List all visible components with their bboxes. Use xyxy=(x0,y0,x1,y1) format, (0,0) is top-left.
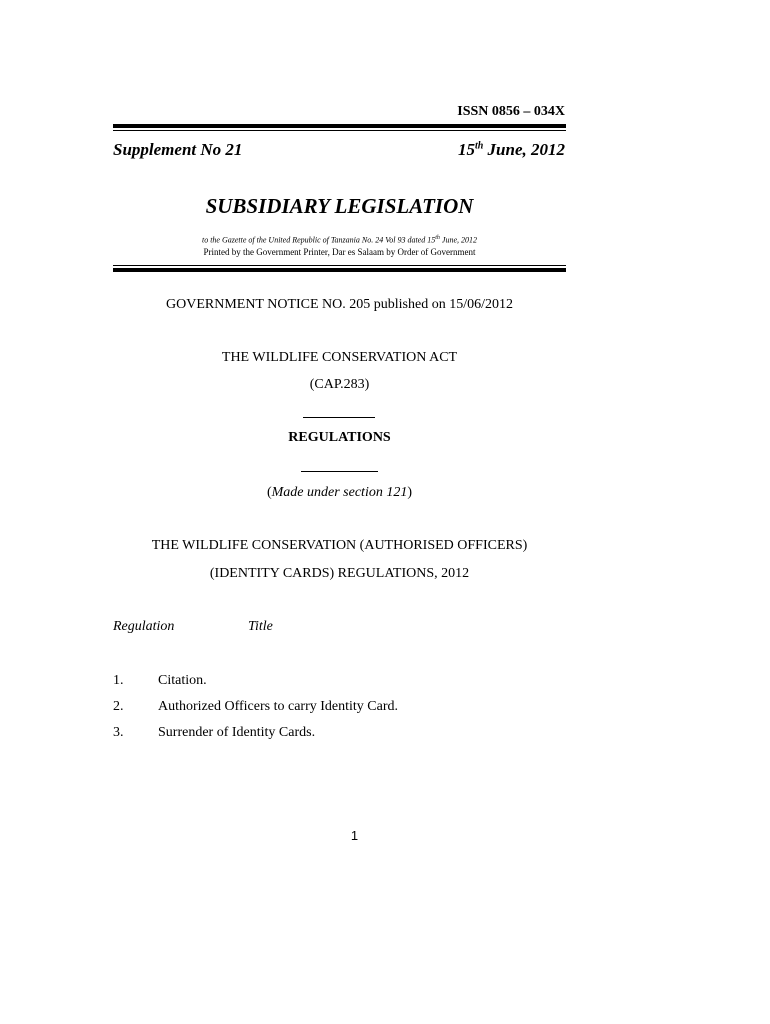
act-chapter: (CAP.283) xyxy=(309,377,370,392)
masthead-rule-thin xyxy=(113,265,566,266)
document-title: SUBSIDIARY LEGISLATION xyxy=(205,194,474,218)
made-text: Made under section 121 xyxy=(271,485,408,500)
gazette-prefix: to the Gazette of the United Republic of Tanzania No. 24 Vol 93 dated 15 xyxy=(201,235,436,245)
page-number: 1 xyxy=(350,828,359,843)
made-under-section xyxy=(113,485,566,501)
publication-date xyxy=(458,140,565,160)
regulations-title-line-1: THE WILDLIFE CONSERVATION (AUTHORISED OFFICERS) xyxy=(151,538,528,553)
gazette-line xyxy=(113,235,566,245)
contents-row-title: Surrender of Identity Cards. xyxy=(158,725,316,740)
regulations-heading: REGULATIONS xyxy=(288,430,391,445)
government-notice: GOVERNMENT NOTICE NO. 205 published on 15/06/2012 xyxy=(165,297,513,312)
contents-row-number: 3. xyxy=(113,725,124,740)
date-rest: June, 2012 xyxy=(483,140,565,159)
divider-short-2 xyxy=(301,471,378,472)
column-header-regulation: Regulation xyxy=(113,619,175,634)
column-header-title: Title xyxy=(248,619,273,634)
issn-number: ISSN 0856 – 034X xyxy=(457,104,565,119)
date-suffix: th xyxy=(474,140,484,152)
contents-row-title: Citation. xyxy=(158,673,207,688)
contents-row-title: Authorized Officers to carry Identity Card. xyxy=(158,699,398,714)
made-open-paren: ( xyxy=(266,485,272,500)
contents-row-number: 2. xyxy=(113,699,124,714)
header-rule-thick xyxy=(113,124,566,128)
gazette-suffix: th xyxy=(435,235,440,241)
date-day: 15 xyxy=(457,140,475,159)
header-rule-thin xyxy=(113,130,566,131)
act-name: THE WILDLIFE CONSERVATION ACT xyxy=(221,350,458,365)
divider-short-1 xyxy=(303,417,375,418)
contents-row-number: 1. xyxy=(113,673,124,688)
made-close-paren: ) xyxy=(407,485,413,500)
masthead-rule-thick xyxy=(113,268,566,272)
gazette-rest: June, 2012 xyxy=(439,235,478,245)
regulations-title-line-2: (IDENTITY CARDS) REGULATIONS, 2012 xyxy=(209,566,470,581)
supplement-number: Supplement No 21 xyxy=(113,140,243,159)
printer-line: Printed by the Government Printer, Dar es Salaam by Order of Government xyxy=(203,247,476,257)
